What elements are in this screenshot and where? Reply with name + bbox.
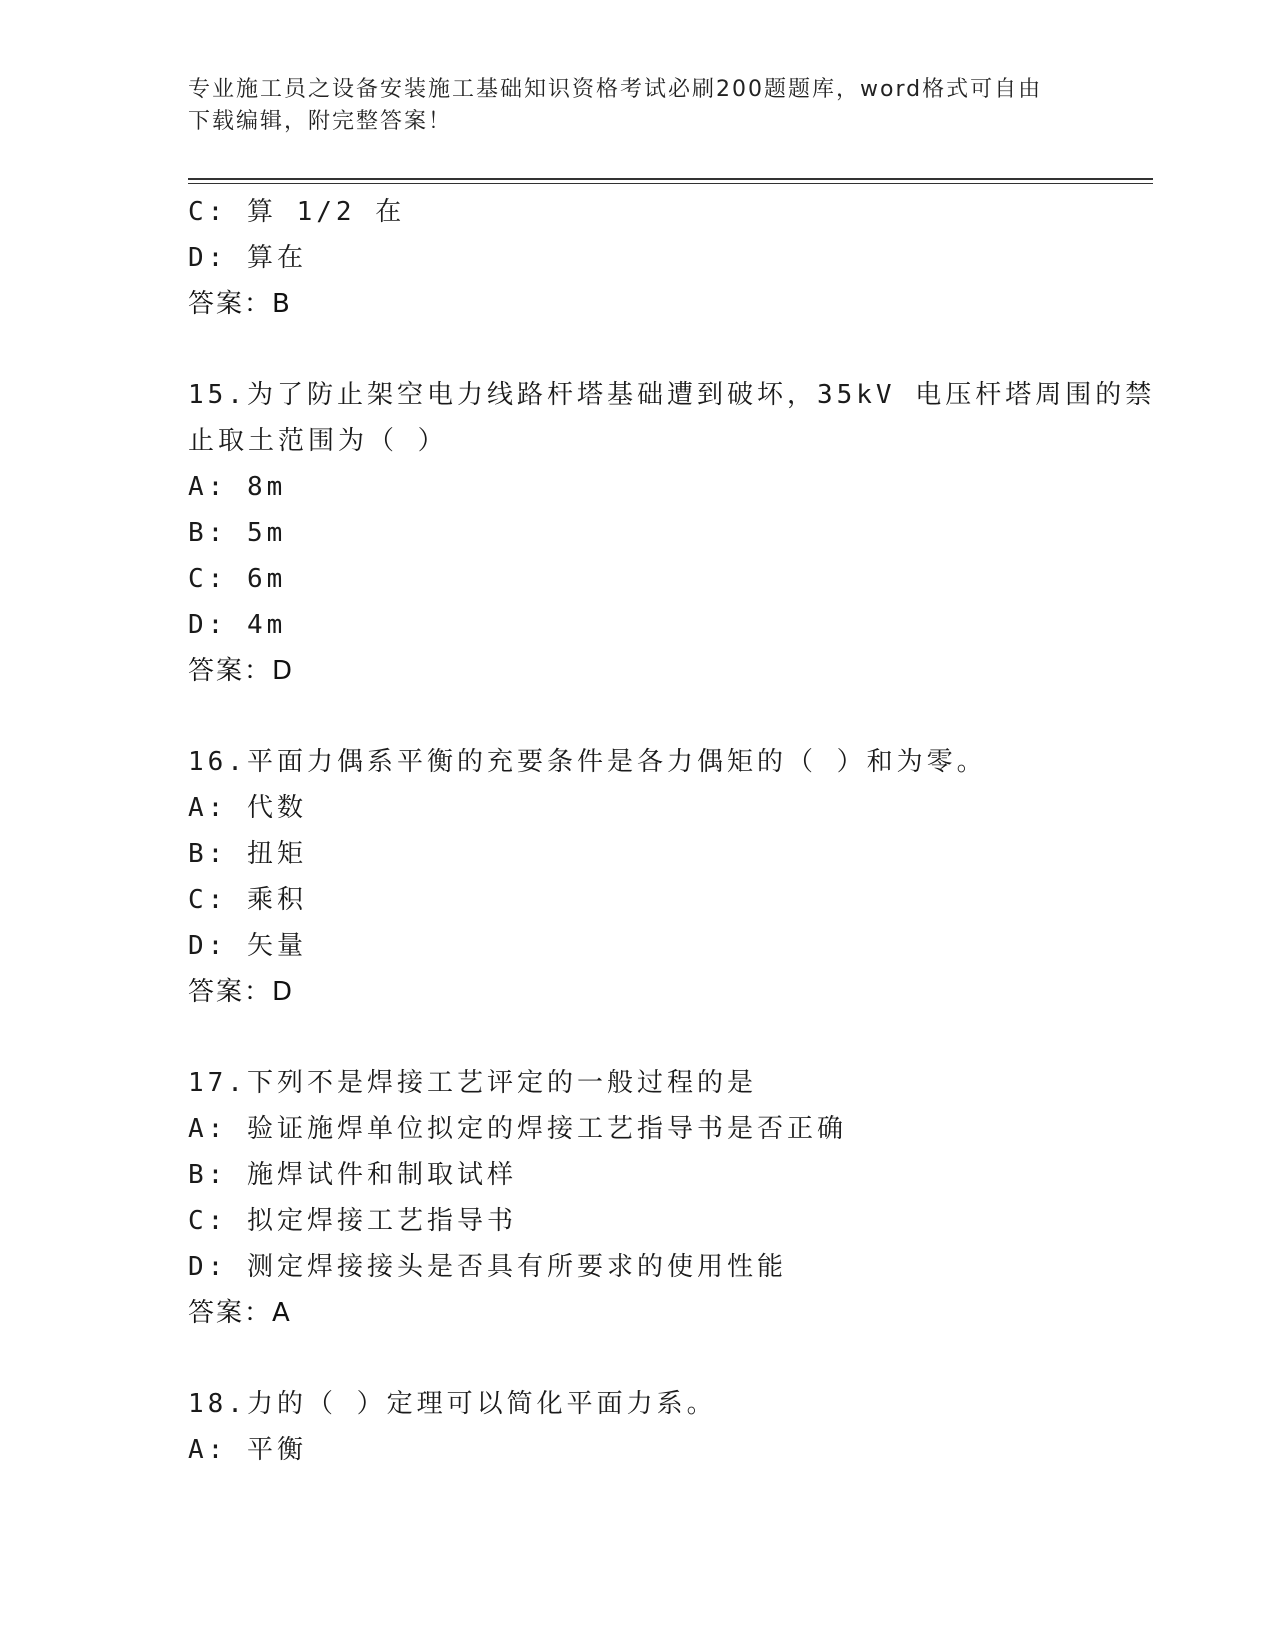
option-a: A: 验证施焊单位拟定的焊接工艺指导书是否正确 <box>188 1114 847 1144</box>
option-a: A: 8m <box>188 472 287 502</box>
answer: 答案：B <box>188 289 292 319</box>
header-divider-thick <box>188 178 1153 180</box>
option-d: D: 4m <box>188 610 287 640</box>
question-block-17 <box>188 1060 1088 1336</box>
option-c: C: 拟定焊接工艺指导书 <box>188 1206 517 1236</box>
spacer <box>188 1336 1088 1381</box>
option-d: D: 测定焊接接头是否具有所要求的使用性能 <box>188 1252 787 1282</box>
question-stem: 17.下列不是焊接工艺评定的一般过程的是 <box>188 1068 757 1098</box>
header-title-line-1: 专业施工员之设备安装施工基础知识资格考试必刷200题题库，word格式可自由 <box>188 77 1043 102</box>
question-stem: 15.为了防止架空电力线路杆塔基础遭到破坏，35kV 电压杆塔周围的禁 <box>188 380 1156 410</box>
header-title-line-2: 下载编辑，附完整答案！ <box>188 109 453 134</box>
option-a: A: 平衡 <box>188 1435 307 1465</box>
question-list <box>188 189 1156 1473</box>
answer: 答案：A <box>188 1298 292 1328</box>
option-c: C: 乘积 <box>188 885 307 915</box>
question-block-16 <box>188 739 1088 1015</box>
spacer <box>188 327 1088 372</box>
spacer <box>188 1015 1088 1060</box>
option-b: B: 施焊试件和制取试样 <box>188 1160 517 1190</box>
option-c: C: 6m <box>188 564 287 594</box>
question-stem: 18.力的（ ）定理可以简化平面力系。 <box>188 1389 717 1419</box>
option-b: B: 5m <box>188 518 287 548</box>
question-block-18 <box>188 1381 1088 1473</box>
question-stem: 16.平面力偶系平衡的充要条件是各力偶矩的（ ）和为零。 <box>188 747 987 777</box>
spacer <box>188 694 1088 739</box>
option-b: B: 扭矩 <box>188 839 307 869</box>
option-a: A: 代数 <box>188 793 307 823</box>
header-divider-thin <box>188 183 1153 184</box>
answer: 答案：D <box>188 656 295 686</box>
document-header <box>188 74 1088 138</box>
answer: 答案：D <box>188 977 295 1007</box>
question-block-15 <box>188 372 1156 694</box>
option-c: C: 算 1/2 在 <box>188 197 406 227</box>
option-d: D: 算在 <box>188 243 307 273</box>
question-stem-continued: 止取土范围为（ ） <box>188 426 448 456</box>
question-block-14-tail <box>188 189 1088 327</box>
option-d: D: 矢量 <box>188 931 307 961</box>
